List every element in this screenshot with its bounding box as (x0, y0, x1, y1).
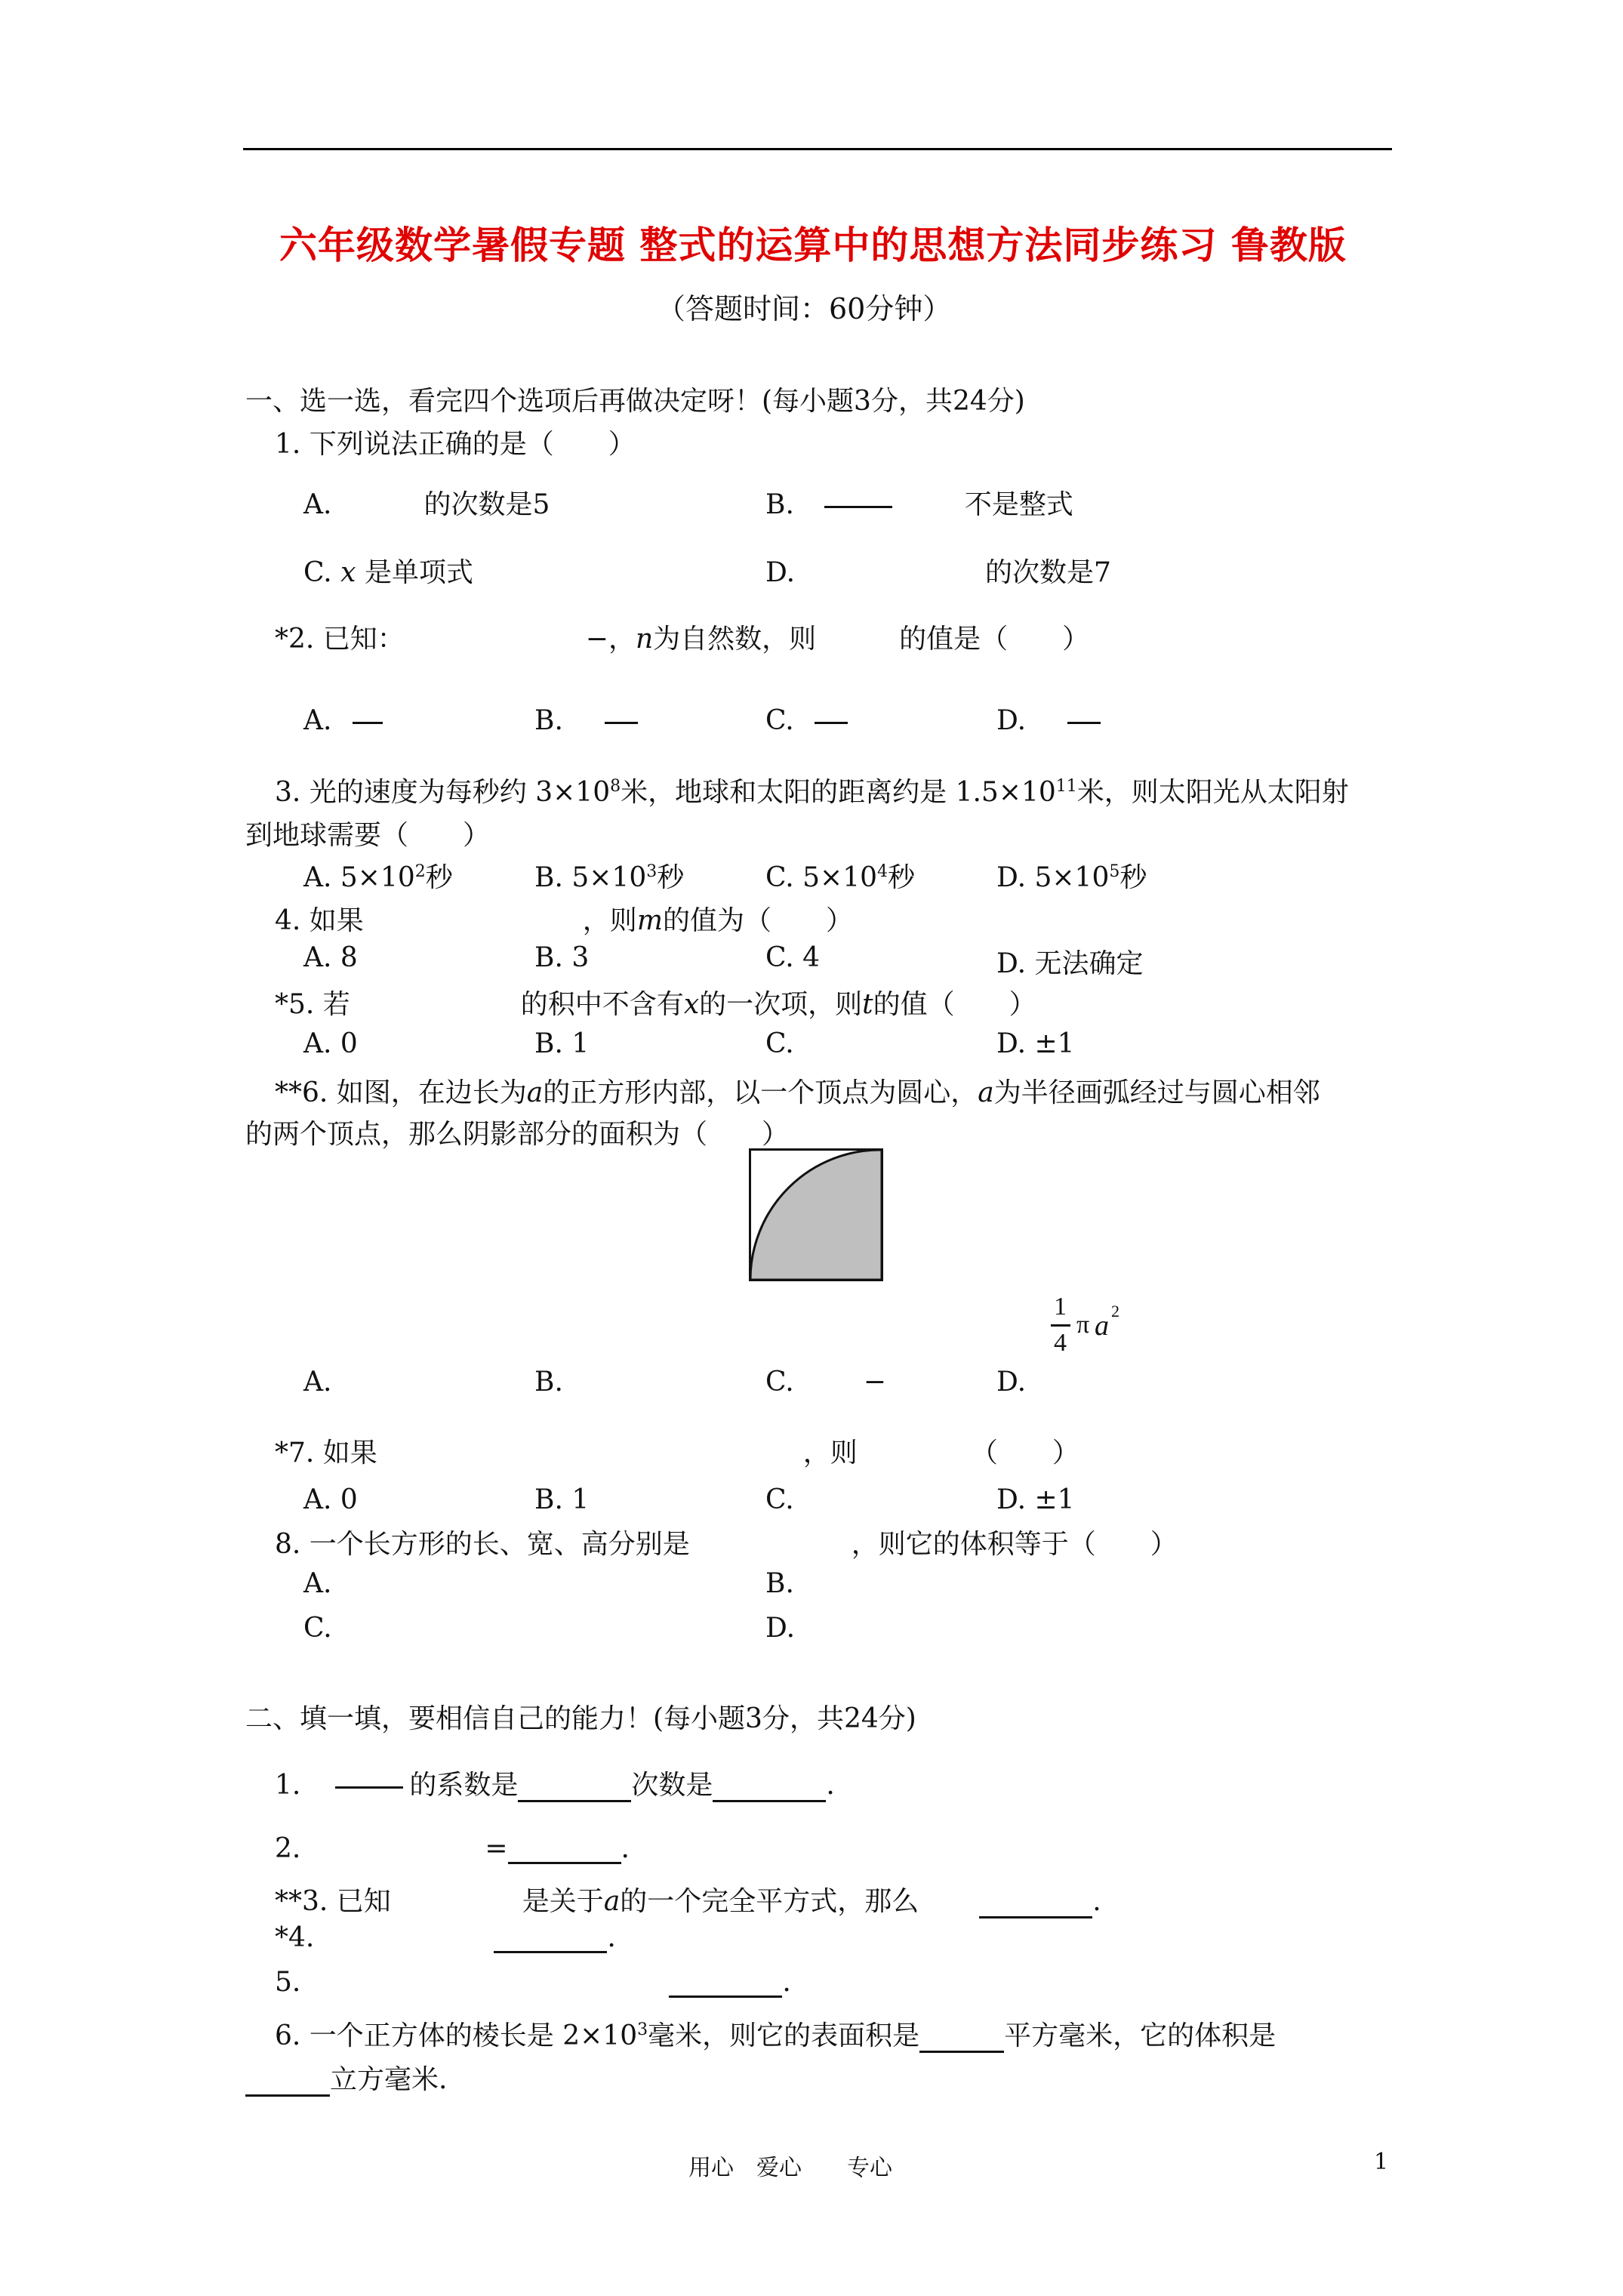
q2-option-b: B. (534, 705, 638, 736)
q5-option-d: D. ±1 (996, 1028, 1075, 1059)
time-limit: （答题时间：60分钟） (657, 292, 952, 325)
q6-option-a: A. (303, 1367, 332, 1398)
q6-option-b: B. (534, 1367, 563, 1398)
fill4: *4. . (275, 1922, 616, 1953)
q1-option-a: A. 的次数是5 (303, 489, 550, 520)
q1-option-b: B. 不是整式 (765, 489, 1073, 520)
q4-stem: 4. 如果 ，则m的值为（ ） (275, 905, 853, 936)
q7-option-c: C. (765, 1484, 794, 1515)
q3-option-b: B. $5\times 10^3$秒 (534, 862, 685, 893)
q5-stem: *5. 若 的积中不含有x的一次项，则t的值（ ） (275, 989, 1036, 1020)
q2-stem: *2. 已知： −，n为自然数，则 的值是（ ） (275, 624, 1090, 655)
q5-option-c: C. (765, 1028, 794, 1059)
page-number: 1 (1374, 2149, 1389, 2175)
q1-stem: 1. 下列说法正确的是（ ） (275, 429, 636, 460)
section1-header: 一、选一选，看完四个选项后再做决定呀！(每小题3分，共24分) (245, 386, 1025, 417)
q8-option-a: A. (303, 1568, 332, 1599)
q4-option-c: C. 4 (765, 942, 821, 973)
footer-motto: 用心 爱心 专心 (688, 2155, 892, 2181)
q3-stem-line1: 3. 光的速度为每秒约 $3\times 10^8$米，地球和太阳的距离约是 $1.5\times 10^{11}$米，则太阳光从太阳射 (275, 777, 1349, 808)
shaded-region (750, 1150, 882, 1280)
q2-option-d: D. (996, 705, 1101, 736)
q7-option-d: D. ±1 (996, 1484, 1075, 1515)
page-title: 六年级数学暑假专题 整式的运算中的思想方法同步练习 鲁教版 (279, 223, 1347, 267)
fill2: 2. = . (275, 1833, 630, 1864)
q7-option-a: A. 0 (303, 1484, 358, 1515)
fill6-line1: 6. 一个正方体的棱长是 $2\times 10^3$毫米，则它的表面积是 平方毫米，它的体积是 (275, 2020, 1277, 2051)
fraction-bar (1051, 1324, 1070, 1327)
q7-stem: *7. 如果 ，则 （ ） (275, 1438, 1079, 1469)
q3-option-a: A. $5\times 10^2$秒 (303, 862, 453, 893)
q8-option-d: D. (765, 1613, 796, 1644)
q6-stem-line2: 的两个顶点，那么阴影部分的面积为（ ） (245, 1119, 790, 1150)
fill1: 1. 的系数是 次数是 . (275, 1770, 835, 1801)
q5-option-a: A. 0 (303, 1028, 358, 1059)
q3-option-c: C. $5\times 10^4$秒 (765, 862, 916, 893)
q8-stem: 8. 一个长方形的长、宽、高分别是 ，则它的体积等于（ ） (275, 1529, 1178, 1560)
q6-stem-line1: **6. 如图，在边长为a的正方形内部，以一个顶点为圆心，a为半径画弧经过与圆心相邻 (275, 1077, 1320, 1108)
section2-header: 二、填一填，要相信自己的能力！(每小题3分，共24分) (245, 1703, 916, 1734)
q6-option-c: C. − (765, 1367, 886, 1398)
q2-option-c: C. (765, 705, 848, 736)
q4-option-a: A. 8 (303, 942, 358, 973)
q8-option-b: B. (765, 1568, 794, 1599)
q8-option-c: C. (303, 1613, 332, 1644)
quarter-circle-figure (749, 1148, 883, 1281)
q4-option-d: D. 无法确定 (996, 948, 1144, 979)
q1-option-c: C. x 是单项式 (303, 557, 473, 588)
q6-option-d-formula: 1 4 π a 2 (1049, 1293, 1132, 1376)
q3-option-d: D. $5\times 10^5$秒 (996, 862, 1147, 893)
q5-option-b: B. 1 (534, 1028, 590, 1059)
q3-stem-line2: 到地球需要（ ） (245, 820, 491, 851)
fill5: 5. . (275, 1967, 791, 1998)
fill3: **3. 已知 是关于a的一个完全平方式，那么 . (275, 1886, 1101, 1917)
q1-option-d: D. 的次数是7 (765, 557, 1111, 588)
q6-option-d: D. (996, 1367, 1027, 1398)
fill6-line2: 立方毫米. (245, 2058, 447, 2097)
q7-option-b: B. 1 (534, 1484, 590, 1515)
header-rule (243, 148, 1392, 150)
q2-option-a: A. (303, 705, 383, 736)
q4-option-b: B. 3 (534, 942, 590, 973)
